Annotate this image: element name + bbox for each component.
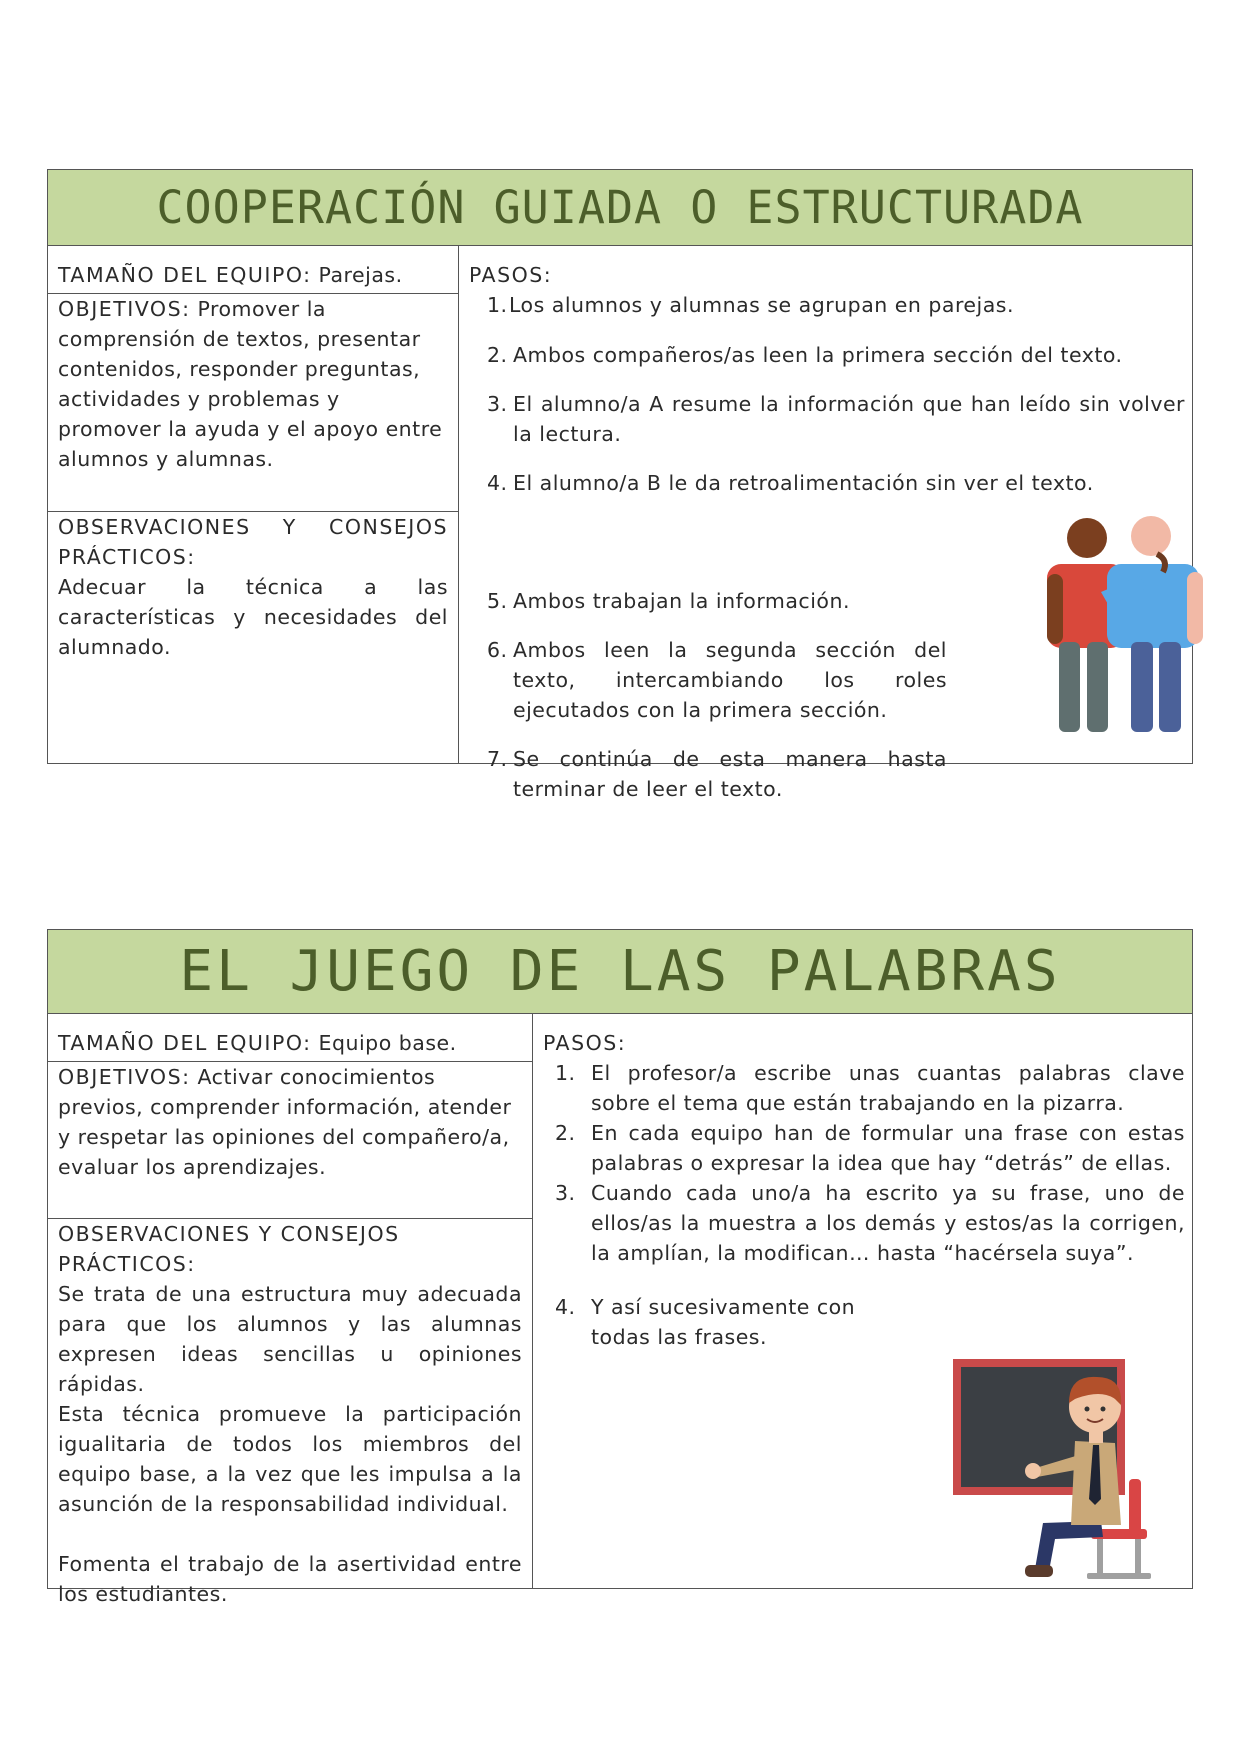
step-text: Ambos compañeros/as leen la primera sección del texto. bbox=[513, 343, 1123, 367]
steps-label: PASOS: bbox=[543, 1031, 627, 1055]
steps-list-narrow bbox=[487, 586, 947, 823]
objectives-text: Promover la comprensión de textos, presentar contenidos, responder preguntas, actividades y problemas y promover la ayuda y el apoyo entre alumnos y alumnas. bbox=[58, 297, 443, 471]
step-item bbox=[555, 1058, 1185, 1118]
step-number: 1. bbox=[555, 1061, 576, 1085]
step-item bbox=[487, 635, 947, 725]
objectives bbox=[48, 1062, 532, 1219]
observations-paragraph: Fomenta el trabajo de la asertividad entre los estudiantes. bbox=[58, 1552, 522, 1606]
technique-card-cooperacion bbox=[47, 169, 1193, 801]
steps-column bbox=[459, 246, 1192, 801]
step-text: Cuando cada uno/a ha escrito ya su frase, uno de ellos/as la muestra a los demás y estos/as la corrigen, la amplían, la modifican… hasta “hacérsela suya”. bbox=[591, 1181, 1185, 1265]
step-number: 1. bbox=[487, 293, 508, 317]
step-number: 2. bbox=[555, 1121, 576, 1145]
card-title: EL JUEGO DE LAS PALABRAS bbox=[48, 930, 1192, 1014]
team-size-value: Parejas. bbox=[311, 263, 403, 287]
info-column bbox=[48, 1014, 533, 1606]
observations bbox=[48, 512, 458, 662]
teacher-at-blackboard-icon bbox=[951, 1359, 1166, 1581]
team-size-label: TAMAÑO DEL EQUIPO: bbox=[58, 1031, 312, 1055]
step-text: El profesor/a escribe unas cuantas palabras clave sobre el tema que están trabajando en la pizarra. bbox=[591, 1061, 1185, 1115]
step-item bbox=[487, 744, 947, 804]
step-number: 3. bbox=[487, 392, 508, 416]
info-column bbox=[48, 246, 459, 763]
step-number: 2. bbox=[487, 343, 508, 367]
step-text: En cada equipo han de formular una frase con estas palabras o expresar la idea que hay “detrás” de ellas. bbox=[591, 1121, 1185, 1175]
objectives-label: OBJETIVOS: bbox=[58, 1065, 191, 1089]
step-text: El alumno/a B le da retroalimentación sin ver el texto. bbox=[513, 471, 1094, 495]
step-item bbox=[487, 340, 1185, 370]
objectives bbox=[48, 294, 458, 512]
steps-list-wide bbox=[487, 340, 1185, 517]
step-number: 7. bbox=[487, 747, 508, 771]
team-size bbox=[48, 1028, 532, 1062]
step-text: El alumno/a A resume la información que han leído sin volver la lectura. bbox=[513, 392, 1185, 446]
objectives-text: Activar conocimientos previos, comprender información, atender y respetar las opiniones del compañero/a, evaluar los aprendizajes. bbox=[58, 1065, 512, 1179]
step-item bbox=[487, 586, 947, 616]
step-text: Ambos trabajan la información. bbox=[513, 589, 850, 613]
observations-label: OBSERVACIONES Y CONSEJOS PRÁCTICOS: bbox=[58, 515, 448, 569]
step-text: Los alumnos y alumnas se agrupan en parejas. bbox=[509, 293, 1015, 317]
steps-list bbox=[487, 290, 1187, 340]
steps-label: PASOS: bbox=[469, 263, 553, 287]
step-text: Se continúa de esta manera hasta terminar de leer el texto. bbox=[513, 747, 947, 801]
steps-column bbox=[533, 1014, 1192, 1588]
card-title: COOPERACIÓN GUIADA O ESTRUCTURADA bbox=[48, 170, 1192, 246]
step-item bbox=[555, 1178, 1185, 1268]
team-size-value: Equipo base. bbox=[311, 1031, 457, 1055]
step-item bbox=[487, 468, 1185, 498]
step-number: 3. bbox=[555, 1181, 576, 1205]
step-item bbox=[555, 1118, 1185, 1178]
technique-card-juego-palabras bbox=[47, 929, 1193, 1606]
step-text: Ambos leen la segunda sección del texto, intercambiando los roles ejecutados con la primera sección. bbox=[513, 638, 947, 722]
observations bbox=[48, 1219, 532, 1609]
observations-paragraph: Se trata de una estructura muy adecuada para que los alumnos y las alumnas expresen ideas sencillas u opiniones rápidas. bbox=[58, 1282, 522, 1396]
observations-paragraph: Esta técnica promueve la participación igualitaria de todos los miembros del equipo base, a la vez que les impulsa a la asunción de la responsabilidad individual. bbox=[58, 1402, 522, 1516]
step-number: 5. bbox=[487, 589, 508, 613]
steps-list-narrow bbox=[555, 1292, 915, 1352]
team-size-label: TAMAÑO DEL EQUIPO: bbox=[58, 263, 312, 287]
step-text: Y así sucesivamente con todas las frases. bbox=[591, 1295, 856, 1349]
observations-paragraph: Adecuar la técnica a las características y necesidades del alumnado. bbox=[58, 575, 448, 659]
step-number: 4. bbox=[487, 471, 508, 495]
step-item bbox=[487, 290, 1187, 320]
steps-list bbox=[555, 1058, 1185, 1268]
step-number: 4. bbox=[555, 1295, 576, 1319]
step-number: 6. bbox=[487, 638, 508, 662]
team-size bbox=[48, 260, 458, 294]
observations-label: OBSERVACIONES Y CONSEJOS PRÁCTICOS: bbox=[58, 1222, 400, 1276]
two-people-icon bbox=[1039, 514, 1219, 734]
step-item bbox=[555, 1292, 915, 1352]
objectives-label: OBJETIVOS: bbox=[58, 297, 191, 321]
step-item bbox=[487, 389, 1185, 449]
